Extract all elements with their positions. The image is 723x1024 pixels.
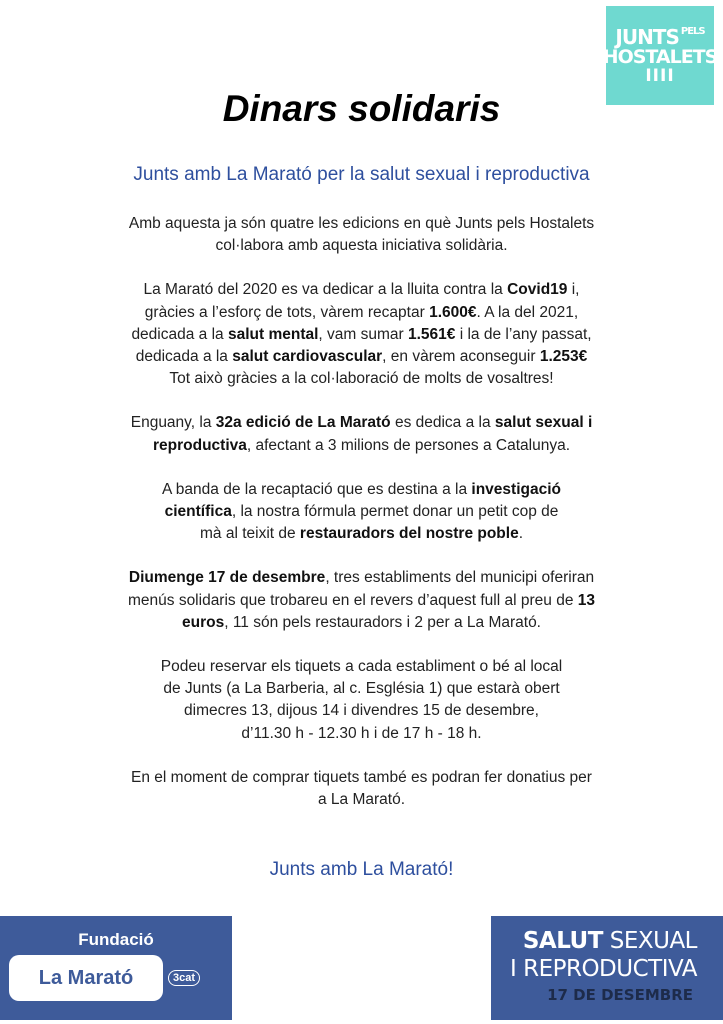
3cat-logo: 3cat (168, 970, 200, 986)
banner-date: 17 DE DESEMBRE (547, 986, 693, 1004)
page-subtitle: Junts amb La Marató per la salut sexual i reproductiva (133, 164, 590, 185)
page-title: Dinars solidaris (222, 88, 501, 129)
banner-line-1: SALUT SEXUAL (522, 928, 697, 954)
paragraph-editions: Amb aquesta ja són quatre les edicions en què Junts pels Hostalets col·labora amb aquesta iniciativa solidària. (128, 215, 595, 255)
logo-line-2: HOSTALETS (602, 45, 718, 68)
paragraph-edition-32: Enguany, la 32a edició de La Marató es dedica a la salut sexual i reproductiva, afectant a 3 milions de persones a Catalunya. (130, 414, 593, 454)
closing-line: Junts amb La Marató! (269, 859, 454, 880)
paragraph-event-date: Diumenge 17 de desembre, tres establiments del municipi oferiran menús solidaris que trobareu en el revers d’aquest full al preu de 13 euros, 11 són pels restauradors i 2 per a La Marató. (127, 569, 595, 631)
banner-line-2: I REPRODUCTIVA (510, 956, 697, 982)
logo-line-1: JUNTS $^{PELS}$ (615, 24, 705, 49)
salut-sexual-banner (491, 916, 723, 1020)
paragraph-research: A banda de la recaptació que es destina a la investigació científica, la nostra fórmula permet donar un petit cop de mà al teixit de restauradors del nostre poble. (162, 480, 561, 543)
paragraph-reservations: Podeu reservar els tiquets a cada establiment o bé al local de Junts (a La Barberia, al c. Església 1) que estarà obert dimecres 13, dijous 14 i divendres 15 de desembre, d’11.30 h - 12.30 h i de 17 h - 18 h. (160, 658, 563, 742)
paragraph-history: La Marató del 2020 es va dedicar a la lluita contra la Covid19 i, gràcies a l’esforç de tots, vàrem recaptar 1.600€. A la del 2021, dedicada a la salut mental, vam sumar 1.561€ i la de l’any passat, dedicada a la salut cardiovascular, en vàrem aconseguir 1.253€ Tot això gràcies a la col·laboració de molts de vosaltres! (131, 281, 592, 388)
logo-line-3: IIII (645, 65, 675, 86)
fundacio-label: Fundació (78, 930, 154, 949)
la-marato-pill: La Marató (9, 955, 163, 1001)
paragraph-donations: En el moment de comprar tiquets també es podran fer donatius per a La Marató. (131, 768, 592, 809)
fundacio-marato-logo (0, 916, 232, 1020)
body-text (60, 213, 663, 833)
